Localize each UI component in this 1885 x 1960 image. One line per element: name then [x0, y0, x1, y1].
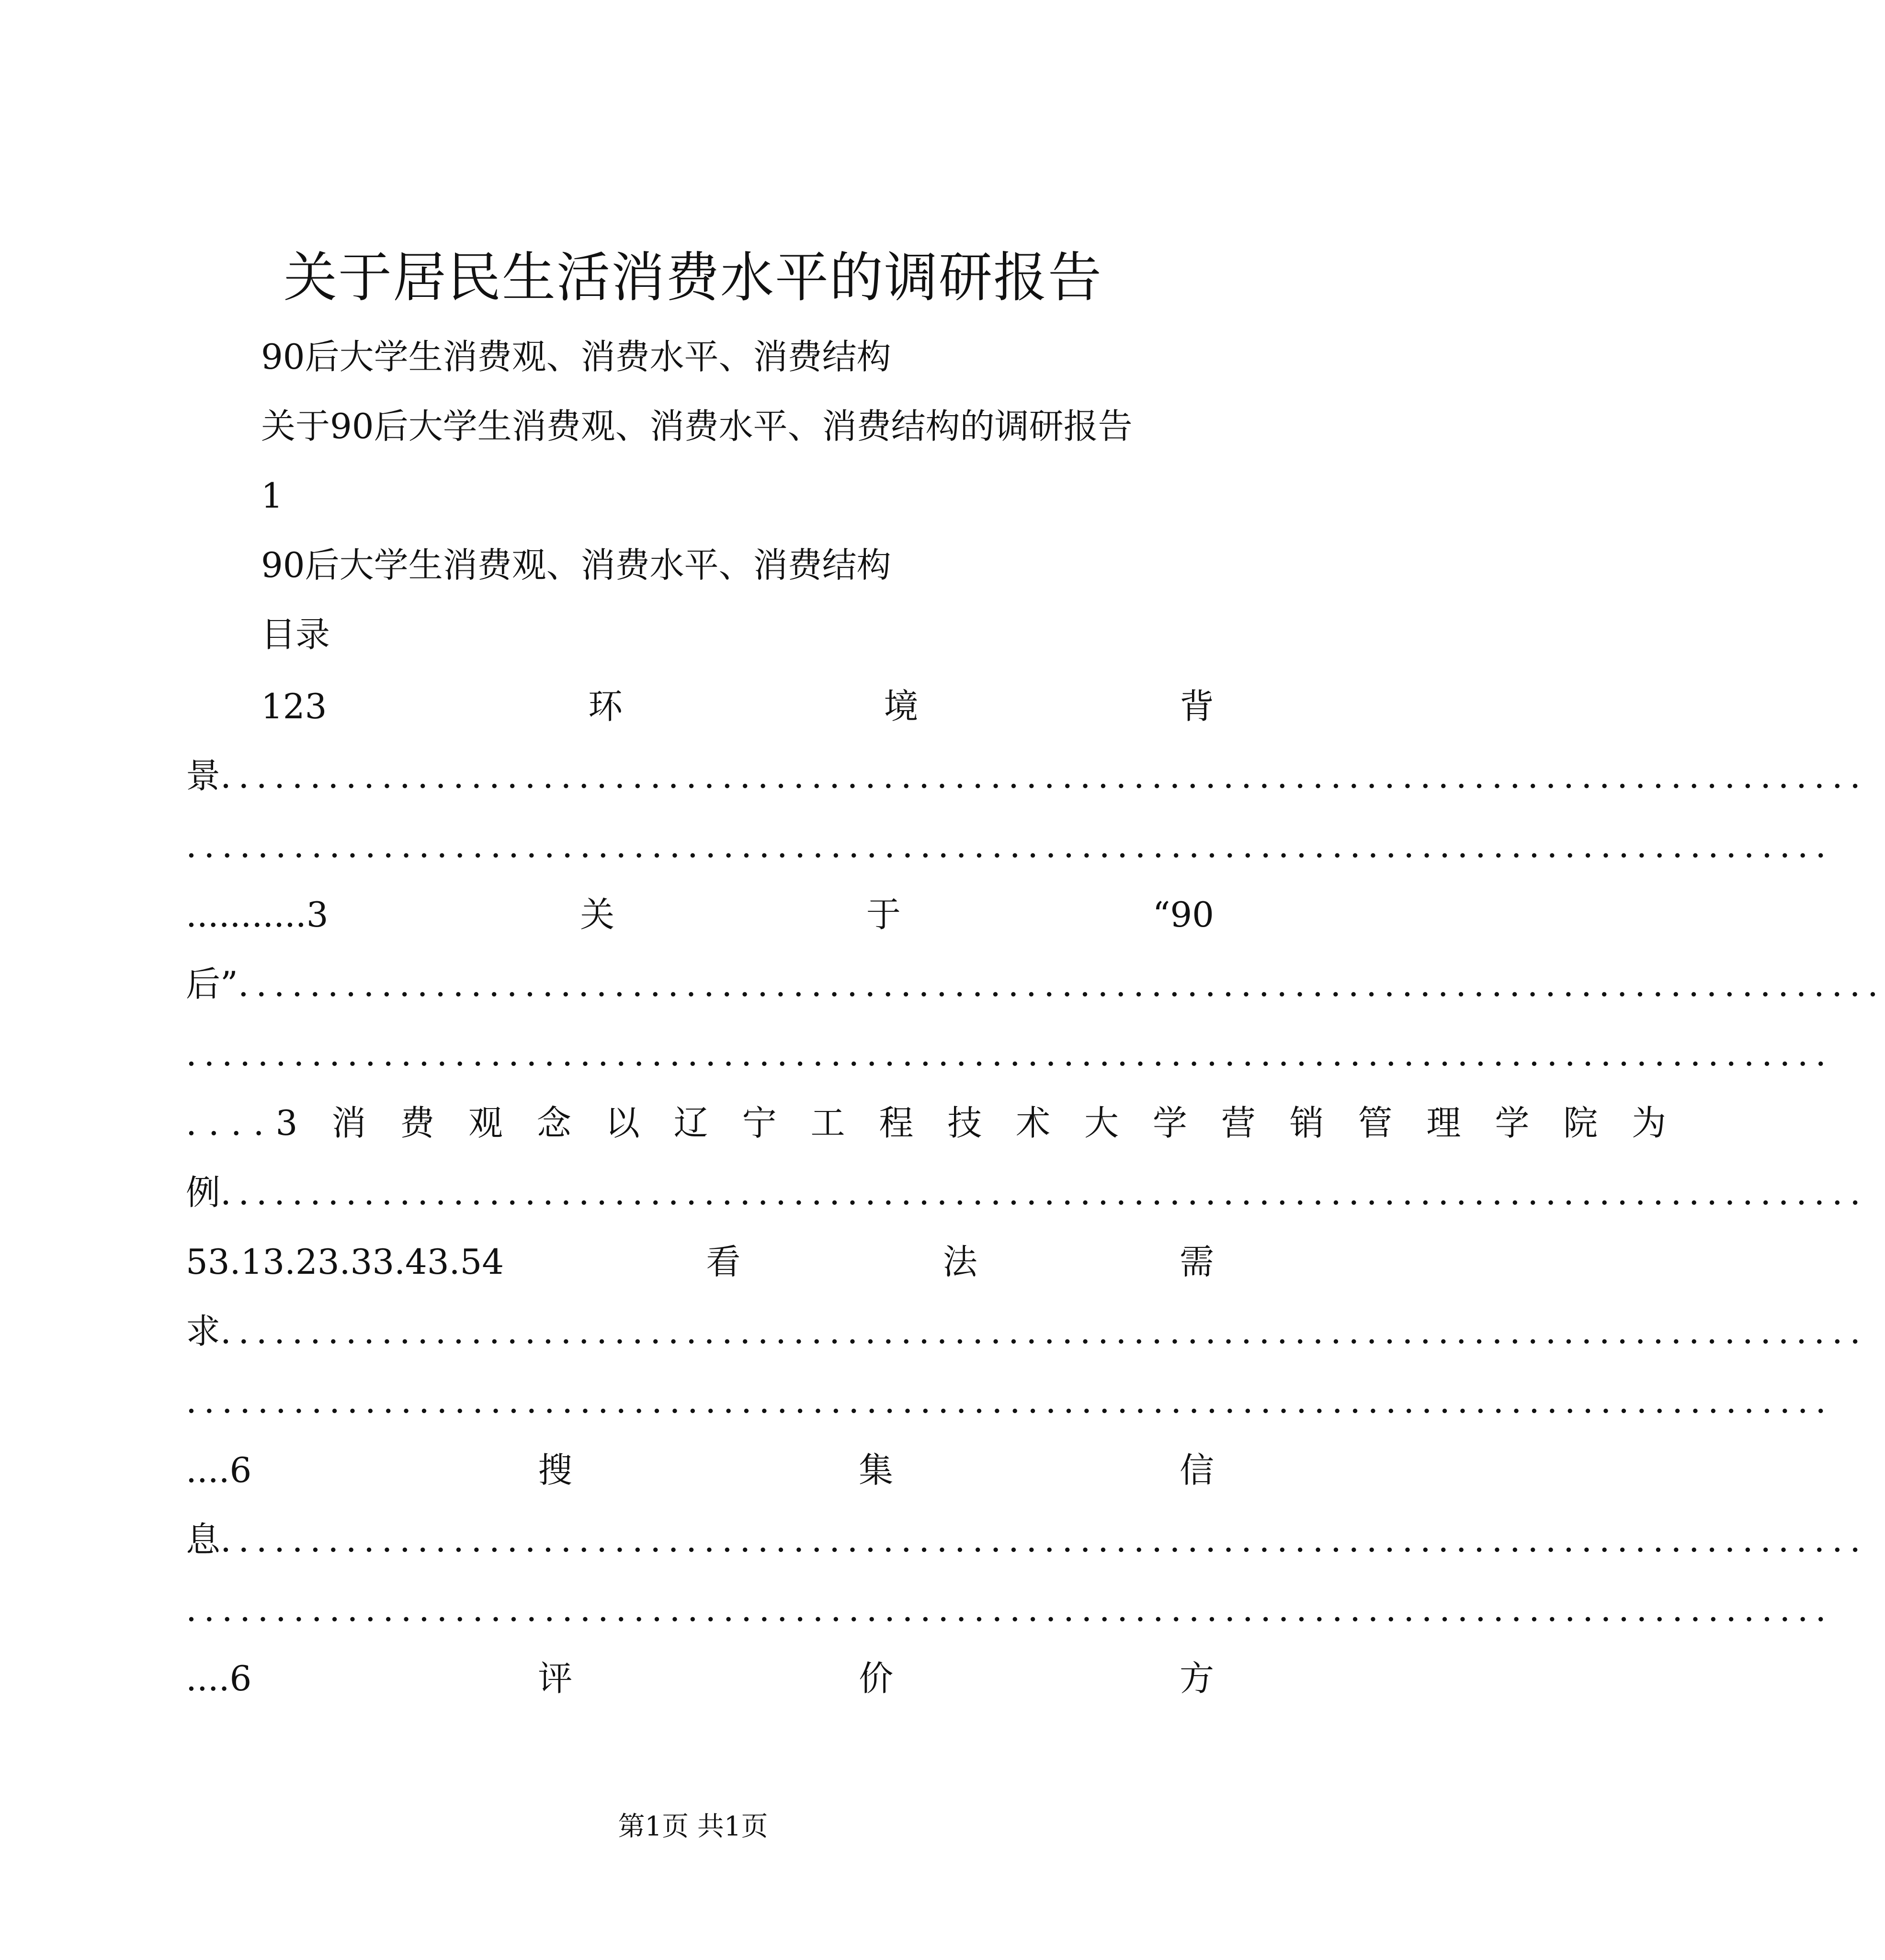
toc-char: 信: [1179, 1450, 1214, 1490]
toc-char: 背: [1179, 686, 1214, 726]
toc-char: 方: [1179, 1658, 1214, 1699]
toc-row: ....3 消 费 观 念 以 辽 宁 工 程 技 术 大 学 营 销 管 理 学 院 为: [186, 1103, 1678, 1143]
toc-char: 环: [588, 686, 623, 726]
toc-leader-row: [186, 1027, 1833, 1080]
toc-char: 于: [866, 895, 901, 935]
toc-char: 景: [186, 756, 221, 796]
toc-heading: 目录: [261, 614, 330, 655]
toc-row: [261, 680, 1214, 733]
page-footer: 第1页 共1页: [618, 1811, 768, 1842]
dot-leader: ............................................................................................: [220, 1519, 1868, 1560]
toc-row: [186, 1652, 1214, 1705]
toc-char: 后”: [186, 964, 238, 1004]
toc-char: 价: [859, 1658, 894, 1699]
toc-char: 需: [1179, 1242, 1214, 1282]
toc-leader-row: [186, 1166, 1868, 1219]
dot-leader: ............................................................................................: [186, 825, 1833, 865]
toc-row: [186, 888, 1214, 941]
toc-leader-row: [186, 1305, 1868, 1358]
toc-char: 境: [884, 686, 919, 726]
toc-number: 123: [261, 686, 327, 726]
dot-leader: ............................................................................................: [186, 1033, 1833, 1074]
toc-leader-row: [186, 749, 1868, 802]
toc-char: 息: [186, 1519, 221, 1560]
toc-char: 集: [859, 1450, 894, 1490]
toc-leader-row: [186, 1583, 1833, 1635]
toc-char: 求: [186, 1311, 221, 1351]
dot-leader: ............................................................................................: [220, 756, 1868, 796]
toc-page-ref: ....6: [186, 1658, 252, 1699]
section-number: 1: [261, 476, 283, 516]
document-title: 关于居民生活消费水平的调研报告: [284, 247, 1102, 309]
dot-leader: ............................................................................................: [238, 964, 1885, 1004]
section-heading: 90后大学生消费观、消费水平、消费结构: [261, 545, 891, 585]
toc-page-ref: ....6: [186, 1450, 252, 1490]
toc-page-ref: ...........3: [186, 895, 329, 935]
toc-char: 搜: [538, 1450, 573, 1490]
toc-char: 评: [538, 1658, 573, 1699]
toc-leader-row: [186, 958, 1885, 1010]
toc-leader-row: [186, 1374, 1833, 1427]
toc-leader-row: [186, 819, 1833, 872]
toc-char: “90: [1152, 895, 1214, 935]
toc-page-ref: 53.13.23.33.43.54: [186, 1242, 504, 1282]
toc-char: 看: [706, 1242, 741, 1282]
toc-row: [186, 1235, 1214, 1288]
dot-leader: ............................................................................................: [220, 1311, 1868, 1351]
dot-leader: ............................................................................................: [220, 1172, 1868, 1212]
report-title-line: 关于90后大学生消费观、消费水平、消费结构的调研报告: [261, 406, 1133, 446]
toc-char: 例: [186, 1172, 221, 1212]
dot-leader: ............................................................................................: [186, 1381, 1833, 1421]
toc-row: [186, 1444, 1214, 1496]
toc-char: 关: [580, 895, 615, 935]
subtitle-line: 90后大学生消费观、消费水平、消费结构: [261, 337, 891, 377]
toc-leader-row: [186, 1513, 1868, 1566]
dot-leader: ............................................................................................: [186, 1589, 1833, 1629]
toc-char: 法: [942, 1242, 977, 1282]
